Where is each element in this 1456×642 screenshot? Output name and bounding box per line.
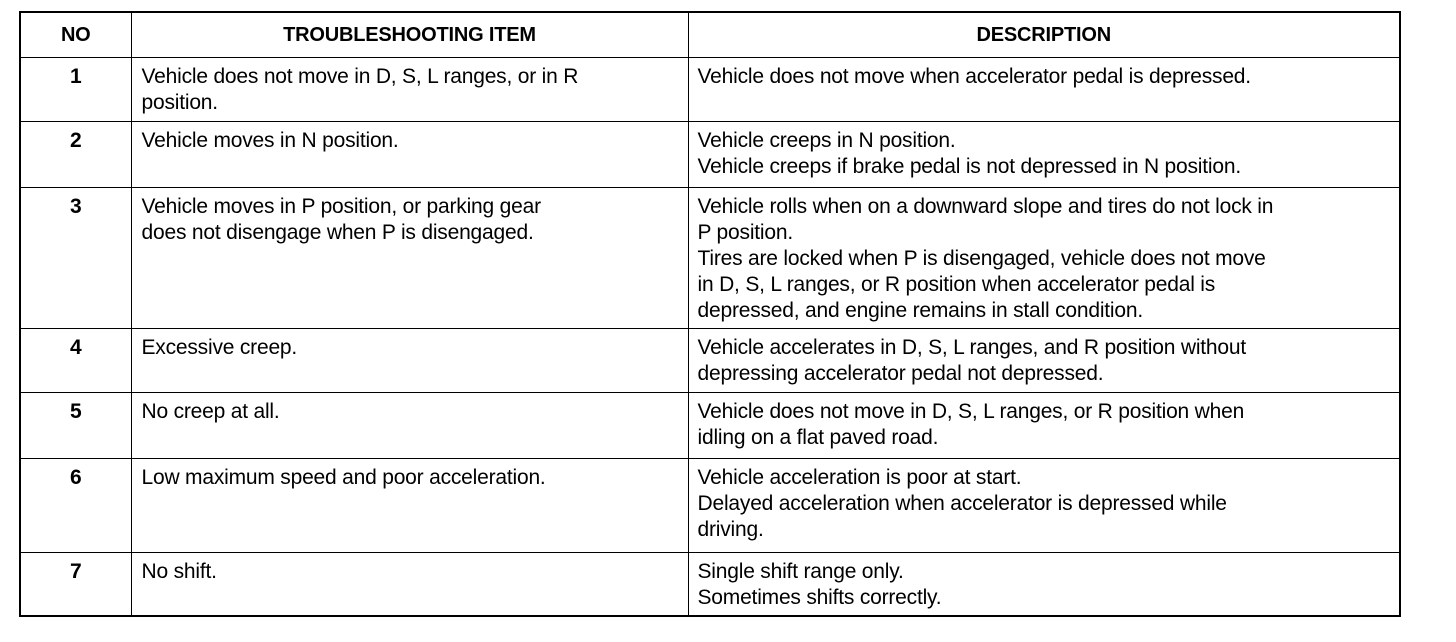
description-text: Vehicle accelerates in D, S, L ranges, and R position without	[697, 336, 1247, 359]
troubleshooting-item-cell	[131, 459, 688, 553]
table-row	[20, 122, 1400, 188]
description-text: Single shift range only.	[697, 560, 904, 583]
troubleshooting-item-cell	[131, 553, 688, 617]
troubleshooting-item-text: Vehicle moves in P position, or parking gear	[141, 195, 541, 218]
description-cell	[688, 58, 1400, 122]
row-number: 1	[20, 58, 131, 122]
troubleshooting-item-cell	[131, 188, 688, 329]
header-troubleshooting-item: TROUBLESHOOTING ITEM	[131, 12, 688, 58]
row-number: 7	[20, 553, 131, 617]
description-text: depressed, and engine remains in stall condition.	[697, 299, 1143, 322]
description-cell	[688, 459, 1400, 553]
description-text: Vehicle creeps if brake pedal is not depressed in N position.	[697, 155, 1241, 178]
table-row	[20, 553, 1400, 617]
row-number: 2	[20, 122, 131, 188]
description-cell	[688, 188, 1400, 329]
description-text: Vehicle does not move when accelerator pedal is depressed.	[697, 65, 1251, 88]
troubleshooting-item-text: No shift.	[141, 560, 217, 583]
troubleshooting-item-text: Vehicle does not move in D, S, L ranges, or in R	[141, 65, 579, 88]
troubleshooting-item-text: Low maximum speed and poor acceleration.	[141, 466, 546, 489]
row-number: 3	[20, 188, 131, 329]
troubleshooting-item-cell	[131, 58, 688, 122]
description-text: depressing accelerator pedal not depressed.	[697, 362, 1104, 385]
description-cell	[688, 329, 1400, 393]
troubleshooting-item-text: does not disengage when P is disengaged.	[141, 221, 534, 244]
description-text: Tires are locked when P is disengaged, vehicle does not move	[697, 247, 1266, 270]
description-cell	[688, 122, 1400, 188]
description-text: idling on a flat paved road.	[697, 426, 939, 449]
description-cell	[688, 553, 1400, 617]
header-description: DESCRIPTION	[688, 12, 1400, 58]
troubleshooting-item-text: No creep at all.	[141, 400, 280, 423]
header-row	[20, 12, 1400, 58]
table-row	[20, 459, 1400, 553]
description-text: Delayed acceleration when accelerator is depressed while	[697, 492, 1227, 515]
description-text: P position.	[697, 221, 793, 244]
troubleshooting-item-cell	[131, 122, 688, 188]
description-text: Vehicle acceleration is poor at start.	[697, 466, 1022, 489]
table-row	[20, 329, 1400, 393]
table-row	[20, 58, 1400, 122]
description-text: driving.	[697, 518, 764, 541]
row-number: 4	[20, 329, 131, 393]
description-text: in D, S, L ranges, or R position when accelerator pedal is	[697, 273, 1216, 296]
troubleshooting-item-text: Vehicle moves in N position.	[141, 129, 399, 152]
troubleshooting-item-text: position.	[141, 91, 218, 114]
description-text: Vehicle does not move in D, S, L ranges, or R position when	[697, 400, 1245, 423]
table-row	[20, 188, 1400, 329]
row-number: 6	[20, 459, 131, 553]
row-number: 5	[20, 393, 131, 459]
troubleshooting-table	[19, 11, 1401, 617]
description-text: Vehicle creeps in N position.	[697, 129, 956, 152]
description-text: Sometimes shifts correctly.	[697, 586, 942, 609]
troubleshooting-sheet	[19, 11, 1399, 617]
description-cell	[688, 393, 1400, 459]
table-row	[20, 393, 1400, 459]
troubleshooting-item-text: Excessive creep.	[141, 336, 298, 359]
description-text: Vehicle rolls when on a downward slope and tires do not lock in	[697, 195, 1274, 218]
troubleshooting-item-cell	[131, 393, 688, 459]
header-no: NO	[20, 12, 131, 58]
troubleshooting-item-cell	[131, 329, 688, 393]
